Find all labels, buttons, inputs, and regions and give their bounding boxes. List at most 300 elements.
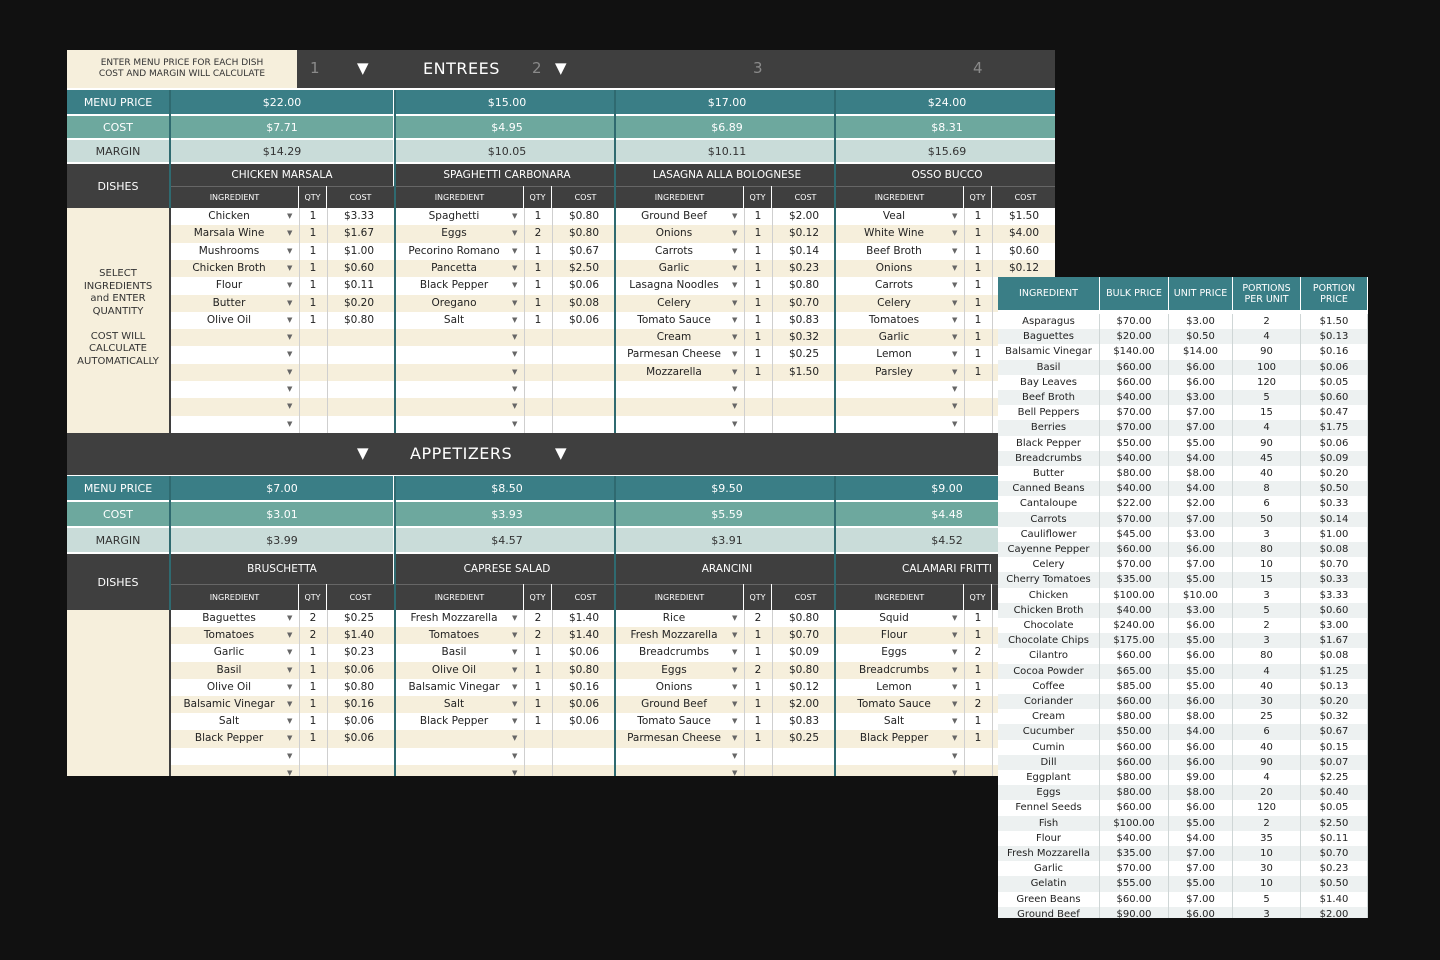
entrees-dropdown-arrow-icon[interactable]: ▼ <box>732 246 738 255</box>
entrees-qty-input[interactable]: 1 <box>754 296 762 309</box>
entrees-qty-input[interactable]: 1 <box>754 261 762 274</box>
section-dropdown-right-icon[interactable]: ▼ <box>555 444 567 462</box>
entrees-ingredient-select[interactable]: Eggs <box>441 227 467 240</box>
appetizers-dropdown-arrow-icon[interactable]: ▼ <box>732 631 738 640</box>
entrees-dropdown-arrow-icon[interactable]: ▼ <box>512 385 518 393</box>
appetizers-dropdown-arrow-icon[interactable]: ▼ <box>952 665 958 674</box>
appetizers-ingredient-select[interactable]: Eggs <box>661 663 687 676</box>
entrees-qty-input[interactable]: 1 <box>974 365 982 378</box>
appetizers-dropdown-arrow-icon[interactable]: ▼ <box>512 751 518 760</box>
entrees-ingredient-select[interactable] <box>396 364 512 381</box>
entrees-qty-input[interactable]: 1 <box>754 244 762 257</box>
appetizers-dropdown-arrow-icon[interactable]: ▼ <box>512 700 518 708</box>
entrees-qty-input[interactable]: 1 <box>974 261 982 274</box>
appetizers-dropdown-arrow-icon[interactable]: ▼ <box>732 751 738 760</box>
entrees-ingredient-select[interactable]: Chicken <box>208 210 250 222</box>
entrees-qty-input[interactable]: 1 <box>754 331 762 344</box>
entrees-qty-input[interactable]: 1 <box>974 227 982 240</box>
entrees-qty-input[interactable]: 1 <box>534 279 542 292</box>
column-divider <box>327 208 328 433</box>
entrees-qty-input[interactable] <box>299 416 327 433</box>
appetizers-ingredient-select[interactable]: Onions <box>655 680 693 693</box>
appetizers-qty-input[interactable]: 1 <box>534 715 542 728</box>
entrees-dropdown-arrow-icon[interactable]: ▼ <box>732 263 738 272</box>
price-list-cell: 3 <box>1233 907 1301 918</box>
entrees-qty-input[interactable] <box>299 398 327 415</box>
appetizers-dropdown-arrow-icon[interactable]: ▼ <box>512 768 518 776</box>
entrees-qty-input[interactable]: 1 <box>754 365 762 378</box>
entrees-dropdown-arrow-icon[interactable]: ▼ <box>287 419 293 428</box>
appetizers-qty-input[interactable]: 2 <box>309 612 317 624</box>
entrees-dropdown-arrow-icon[interactable]: ▼ <box>512 298 518 307</box>
appetizers-ingredient-select[interactable]: Baguettes <box>202 612 256 624</box>
appetizers-dropdown-arrow-icon[interactable]: ▼ <box>512 614 518 622</box>
appetizers-dropdown-arrow-icon[interactable]: ▼ <box>732 717 738 726</box>
appetizers-qty-input[interactable]: 1 <box>754 715 762 728</box>
entrees-ingredient-select[interactable]: Butter <box>212 296 246 309</box>
price-list-cell: Chicken <box>998 588 1100 603</box>
entrees-qty-input[interactable]: 1 <box>754 279 762 292</box>
appetizers-ingredient-select[interactable] <box>396 765 512 776</box>
appetizers-qty-input[interactable]: 1 <box>974 680 982 693</box>
appetizers-dropdown-arrow-icon[interactable]: ▼ <box>952 648 958 657</box>
entrees-dropdown-arrow-icon[interactable]: ▼ <box>732 333 738 342</box>
appetizers-dropdown-arrow-icon[interactable]: ▼ <box>732 768 738 776</box>
appetizers-qty-input[interactable]: 2 <box>974 646 982 659</box>
entrees-qty-input[interactable]: 2 <box>534 227 542 240</box>
appetizers-dropdown-arrow-icon[interactable]: ▼ <box>287 734 293 743</box>
appetizers-qty-input[interactable]: 2 <box>534 629 542 642</box>
entrees-qty-input[interactable] <box>964 416 992 433</box>
appetizers-ingredient-select[interactable]: Parmesan Cheese <box>627 732 721 745</box>
entrees-dropdown-arrow-icon[interactable]: ▼ <box>287 350 293 359</box>
appetizers-ingredient-select[interactable]: Breadcrumbs <box>859 663 929 676</box>
appetizers-qty-input[interactable]: 1 <box>974 715 982 728</box>
entrees-qty-input[interactable]: 1 <box>754 348 762 361</box>
entrees-ingredient-select[interactable]: Olive Oil <box>206 313 252 326</box>
appetizers-qty-input[interactable]: 2 <box>309 629 317 642</box>
appetizers-qty-input[interactable]: 2 <box>974 698 982 710</box>
entrees-qty-input[interactable]: 1 <box>974 210 982 222</box>
appetizers-qty-input[interactable]: 1 <box>754 646 762 659</box>
entrees-ingredient-select[interactable]: Black Pepper <box>419 279 489 292</box>
entrees-ingredient-select[interactable] <box>171 346 287 363</box>
entrees-ingredient-select[interactable]: Spaghetti <box>428 210 480 222</box>
price-list-cell: 4 <box>1233 664 1301 679</box>
entrees-ingredient-select[interactable]: Parmesan Cheese <box>627 348 721 361</box>
appetizers-dropdown-arrow-icon[interactable]: ▼ <box>287 648 293 657</box>
appetizers-ingredient-select[interactable]: Balsamic Vinegar <box>183 698 275 710</box>
appetizers-qty-input[interactable]: 1 <box>534 698 542 710</box>
appetizers-dropdown-arrow-icon[interactable]: ▼ <box>952 631 958 640</box>
entrees-ingredient-select[interactable] <box>396 346 512 363</box>
entrees-qty-input[interactable]: 1 <box>974 244 982 257</box>
appetizers-qty-input[interactable]: 1 <box>754 732 762 745</box>
appetizers-qty-input[interactable]: 1 <box>754 698 762 710</box>
entrees-dropdown-arrow-icon[interactable]: ▼ <box>952 385 958 393</box>
appetizers-ingredient-select[interactable]: Olive Oil <box>206 680 252 693</box>
entrees-ingredient-select[interactable] <box>396 381 512 398</box>
appetizers-dropdown-arrow-icon[interactable]: ▼ <box>287 700 293 708</box>
appetizers-qty-input[interactable]: 1 <box>974 629 982 642</box>
appetizers-qty-input[interactable] <box>524 748 552 765</box>
appetizers-dropdown-arrow-icon[interactable]: ▼ <box>732 682 738 691</box>
entrees-dropdown-arrow-icon[interactable]: ▼ <box>512 402 518 411</box>
entrees-ingredient-select[interactable]: Mushrooms <box>198 244 260 257</box>
entrees-ingredient-select[interactable]: Lemon <box>876 348 912 361</box>
entrees-dropdown-arrow-icon[interactable]: ▼ <box>512 367 518 376</box>
appetizers-dropdown-arrow-icon[interactable]: ▼ <box>512 734 518 743</box>
entrees-qty-input[interactable]: 1 <box>974 296 982 309</box>
appetizers-dropdown-arrow-icon[interactable]: ▼ <box>287 768 293 776</box>
entrees-dropdown-arrow-icon[interactable]: ▼ <box>512 350 518 359</box>
entrees-dropdown-arrow-icon[interactable]: ▼ <box>952 315 958 324</box>
appetizers-dropdown-arrow-icon[interactable]: ▼ <box>952 751 958 760</box>
appetizers-ingredient-select[interactable]: Tomatoes <box>203 629 255 642</box>
entrees-dropdown-arrow-icon[interactable]: ▼ <box>732 350 738 359</box>
appetizers-ingredient-select[interactable]: Tomatoes <box>428 629 480 642</box>
entrees-ingredient-select[interactable] <box>836 398 952 415</box>
appetizers-qty-input[interactable] <box>744 765 772 776</box>
entrees-qty-input[interactable]: 1 <box>534 296 542 309</box>
entrees-ingredient-select[interactable]: Veal <box>882 210 906 222</box>
appetizers-qty-input[interactable]: 1 <box>974 612 982 624</box>
appetizers-ingredient-select[interactable]: Garlic <box>213 646 245 659</box>
side-instruction-line-7: CALCULATE <box>89 343 147 354</box>
entrees-qty-input[interactable]: 1 <box>754 210 762 222</box>
entrees-qty-input[interactable] <box>299 381 327 398</box>
entrees-ingredient-select[interactable]: Lasagna Noodles <box>629 279 719 292</box>
entrees-ingredient-select[interactable] <box>171 416 287 433</box>
appetizers-ingredient-select[interactable]: Flour <box>880 629 908 642</box>
entrees-qty-input[interactable] <box>524 329 552 346</box>
entrees-ingredient-select[interactable] <box>396 416 512 433</box>
appetizers-ingredient-select[interactable]: Black Pepper <box>194 732 264 745</box>
appetizers-cost-value <box>552 748 616 765</box>
entrees-dropdown-arrow-icon[interactable]: ▼ <box>732 367 738 376</box>
appetizers-ingredient-select[interactable]: Lemon <box>876 680 912 693</box>
entrees-ingredient-select[interactable] <box>616 416 732 433</box>
appetizers-ingredient-select[interactable]: Ground Beef <box>641 698 707 710</box>
appetizers-ingredient-select[interactable]: Black Pepper <box>419 715 489 728</box>
section-dropdown-left-icon[interactable]: ▼ <box>357 444 369 462</box>
appetizers-ingredient-select[interactable] <box>396 748 512 765</box>
appetizers-qty-input[interactable]: 1 <box>974 663 982 676</box>
appetizers-qty-input[interactable]: 2 <box>754 612 762 624</box>
entrees-dropdown-arrow-icon[interactable]: ▼ <box>732 419 738 428</box>
appetizers-dropdown-arrow-icon[interactable]: ▼ <box>287 614 293 622</box>
price-list-cell: $80.00 <box>1100 709 1169 724</box>
appetizers-ingredient-select[interactable]: Salt <box>218 715 240 728</box>
appetizers-qty-input[interactable] <box>744 748 772 765</box>
appetizers-dropdown-arrow-icon[interactable]: ▼ <box>512 682 518 691</box>
appetizers-dropdown-arrow-icon[interactable]: ▼ <box>287 665 293 674</box>
entrees-qty-input[interactable] <box>524 398 552 415</box>
entrees-qty-input[interactable]: 1 <box>754 313 762 326</box>
entrees-ingredient-select[interactable]: White Wine <box>863 227 925 240</box>
entrees-qty-input[interactable] <box>744 381 772 398</box>
appetizers-ingredient-select[interactable] <box>396 730 512 747</box>
appetizers-qty-input[interactable]: 1 <box>754 629 762 642</box>
appetizers-dropdown-arrow-icon[interactable]: ▼ <box>732 648 738 657</box>
price-list-cell: 2 <box>1233 314 1301 329</box>
appetizers-qty-input[interactable] <box>964 748 992 765</box>
appetizers-dropdown-arrow-icon[interactable]: ▼ <box>287 682 293 691</box>
entrees-ingredient-select[interactable]: Carrots <box>875 279 913 292</box>
entrees-dropdown-arrow-icon[interactable]: ▼ <box>287 385 293 393</box>
entrees-dropdown-arrow-icon[interactable]: ▼ <box>952 333 958 342</box>
entrees-dropdown-arrow-icon[interactable]: ▼ <box>512 419 518 428</box>
entrees-qty-input[interactable]: 1 <box>754 227 762 240</box>
entrees-qty-input[interactable] <box>744 398 772 415</box>
price-list-row <box>998 572 1368 587</box>
appetizers-dropdown-arrow-icon[interactable]: ▼ <box>287 631 293 640</box>
appetizers-dropdown-arrow-icon[interactable]: ▼ <box>512 665 518 674</box>
entrees-dropdown-arrow-icon[interactable]: ▼ <box>952 229 958 238</box>
entrees-qty-input[interactable]: 1 <box>974 279 982 292</box>
entrees-ingredient-select[interactable] <box>396 329 512 346</box>
entrees-dropdown-arrow-icon[interactable]: ▼ <box>732 402 738 411</box>
appetizers-qty-input[interactable] <box>299 748 327 765</box>
entrees-ingredient-select[interactable]: Pancetta <box>431 261 477 274</box>
appetizers-qty-input[interactable]: 1 <box>534 646 542 659</box>
entrees-qty-input[interactable]: 1 <box>309 210 317 222</box>
entrees-menu-price-1[interactable]: $22.00 <box>171 90 393 114</box>
entrees-ingredient-select[interactable] <box>616 398 732 415</box>
appetizers-ingredient-select[interactable]: Salt <box>883 715 905 728</box>
entrees-ingredient-select[interactable]: Oregano <box>431 296 477 309</box>
entrees-ingredient-row <box>171 416 395 433</box>
appetizers-dropdown-arrow-icon[interactable]: ▼ <box>287 717 293 726</box>
entrees-dropdown-arrow-icon[interactable]: ▼ <box>287 315 293 324</box>
entrees-qty-input[interactable] <box>299 346 327 363</box>
appetizers-qty-input[interactable]: 2 <box>534 612 542 624</box>
appetizers-qty-input[interactable]: 1 <box>534 663 542 676</box>
entrees-ingredient-select[interactable] <box>836 416 952 433</box>
entrees-dropdown-arrow-icon[interactable]: ▼ <box>732 212 738 220</box>
entrees-ingredient-select[interactable] <box>616 381 732 398</box>
appetizers-qty-input[interactable]: 1 <box>309 715 317 728</box>
appetizers-dropdown-arrow-icon[interactable]: ▼ <box>287 751 293 760</box>
entrees-qty-input[interactable] <box>299 329 327 346</box>
entrees-ingredient-select[interactable] <box>396 398 512 415</box>
appetizers-dropdown-arrow-icon[interactable]: ▼ <box>732 614 738 622</box>
entrees-qty-input[interactable] <box>744 416 772 433</box>
appetizers-ingredient-select[interactable] <box>616 765 732 776</box>
entrees-qty-input[interactable]: 1 <box>534 261 542 274</box>
entrees-qty-input[interactable]: 1 <box>309 279 317 292</box>
entrees-qty-input[interactable]: 1 <box>534 244 542 257</box>
entrees-dropdown-arrow-icon[interactable]: ▼ <box>287 263 293 272</box>
appetizers-dropdown-arrow-icon[interactable]: ▼ <box>732 700 738 708</box>
entrees-dropdown-arrow-icon[interactable]: ▼ <box>287 229 293 238</box>
appetizers-ingredient-select[interactable]: Tomato Sauce <box>857 698 931 710</box>
entrees-qty-input[interactable] <box>524 364 552 381</box>
entrees-ingredient-select[interactable]: Salt <box>443 313 465 326</box>
entrees-qty-input[interactable]: 1 <box>309 296 317 309</box>
entrees-ingredient-select[interactable]: Cream <box>656 331 692 344</box>
appetizers-dropdown-arrow-icon[interactable]: ▼ <box>732 665 738 674</box>
appetizers-dropdown-arrow-icon[interactable]: ▼ <box>952 768 958 776</box>
entrees-dropdown-arrow-icon[interactable]: ▼ <box>287 281 293 290</box>
entrees-dropdown-arrow-icon[interactable]: ▼ <box>287 367 293 376</box>
entrees-ingredient-select[interactable]: Parsley <box>875 365 913 378</box>
entrees-dropdown-arrow-icon[interactable]: ▼ <box>732 298 738 307</box>
entrees-menu-price-2[interactable]: $15.00 <box>396 90 618 114</box>
appetizers-qty-input[interactable] <box>524 730 552 747</box>
entrees-dropdown-arrow-icon[interactable]: ▼ <box>952 367 958 376</box>
entrees-qty-input[interactable] <box>299 364 327 381</box>
entrees-dropdown-arrow-icon[interactable]: ▼ <box>512 212 518 220</box>
entrees-menu-price-3[interactable]: $17.00 <box>616 90 838 114</box>
entrees-ingredient-select[interactable]: Pecorino Romano <box>408 244 500 257</box>
entrees-dropdown-arrow-icon[interactable]: ▼ <box>952 246 958 255</box>
entrees-dropdown-arrow-icon[interactable]: ▼ <box>512 263 518 272</box>
entrees-ingredient-select[interactable] <box>171 398 287 415</box>
appetizers-qty-input[interactable] <box>964 765 992 776</box>
appetizers-qty-input[interactable] <box>524 765 552 776</box>
entrees-qty-input[interactable]: 1 <box>974 313 982 326</box>
appetizers-dropdown-arrow-icon[interactable]: ▼ <box>952 614 958 622</box>
appetizers-dropdown-arrow-icon[interactable]: ▼ <box>952 700 958 708</box>
appetizers-qty-input[interactable]: 1 <box>309 680 317 693</box>
appetizers-dropdown-arrow-icon[interactable]: ▼ <box>512 631 518 640</box>
entrees-qty-input[interactable]: 1 <box>974 331 982 344</box>
entrees-qty-input[interactable]: 1 <box>534 210 542 222</box>
entrees-qty-input[interactable] <box>964 398 992 415</box>
appetizers-menu-price-2[interactable]: $8.50 <box>396 476 618 500</box>
entrees-qty-input[interactable] <box>524 381 552 398</box>
entrees-ingredient-select[interactable]: Garlic <box>878 331 910 344</box>
entrees-qty-input[interactable] <box>524 416 552 433</box>
entrees-qty-input[interactable]: 1 <box>309 313 317 326</box>
entrees-ingredient-select[interactable] <box>171 329 287 346</box>
appetizers-dropdown-arrow-icon[interactable]: ▼ <box>952 682 958 691</box>
entrees-qty-input[interactable]: 1 <box>309 261 317 274</box>
entrees-ingredient-select[interactable] <box>171 364 287 381</box>
entrees-ingredient-select[interactable] <box>171 381 287 398</box>
entrees-dropdown-arrow-icon[interactable]: ▼ <box>952 350 958 359</box>
entrees-qty-input[interactable]: 1 <box>309 227 317 240</box>
section-dropdown-left-icon[interactable]: ▼ <box>357 59 369 77</box>
appetizers-ingredient-select[interactable] <box>171 765 287 776</box>
appetizers-dropdown-arrow-icon[interactable]: ▼ <box>732 734 738 743</box>
entrees-ingredient-select[interactable]: Marsala Wine <box>193 227 265 240</box>
entrees-dropdown-arrow-icon[interactable]: ▼ <box>952 298 958 307</box>
entrees-qty-input[interactable]: 1 <box>974 348 982 361</box>
appetizers-qty-input[interactable]: 1 <box>754 680 762 693</box>
entrees-ingredient-select[interactable]: Tomato Sauce <box>637 313 711 326</box>
entrees-dropdown-arrow-icon[interactable]: ▼ <box>952 212 958 220</box>
appetizers-ingredient-select[interactable] <box>171 748 287 765</box>
appetizers-dropdown-arrow-icon[interactable]: ▼ <box>952 717 958 726</box>
price-list-cell: Dill <box>998 755 1100 770</box>
appetizers-ingredient-select[interactable]: Fresh Mozzarella <box>410 612 498 624</box>
entrees-dropdown-arrow-icon[interactable]: ▼ <box>732 315 738 324</box>
entrees-dropdown-arrow-icon[interactable]: ▼ <box>952 402 958 411</box>
appetizers-qty-input[interactable]: 1 <box>309 646 317 659</box>
entrees-ingredient-select[interactable] <box>836 381 952 398</box>
appetizers-ingredient-select[interactable] <box>836 748 952 765</box>
appetizers-ingredient-select[interactable] <box>836 765 952 776</box>
entrees-ingredient-select[interactable]: Garlic <box>658 261 690 274</box>
appetizers-ingredient-select[interactable]: Basil <box>216 663 242 676</box>
entrees-menu-price-4[interactable]: $24.00 <box>836 90 1055 114</box>
appetizers-menu-price-3[interactable]: $9.50 <box>616 476 838 500</box>
appetizers-ingredient-select[interactable]: Eggs <box>881 646 907 659</box>
entrees-dropdown-arrow-icon[interactable]: ▼ <box>952 419 958 428</box>
section-dropdown-right-icon[interactable]: ▼ <box>555 59 567 77</box>
entrees-dropdown-arrow-icon[interactable]: ▼ <box>512 229 518 238</box>
entrees-dropdown-arrow-icon[interactable]: ▼ <box>287 212 293 220</box>
entrees-cost-value: $0.60 <box>1008 244 1040 257</box>
appetizers-qty-input[interactable]: 1 <box>974 732 982 745</box>
entrees-dropdown-arrow-icon[interactable]: ▼ <box>287 246 293 255</box>
appetizers-qty-input[interactable]: 1 <box>309 698 317 710</box>
entrees-ingredient-select[interactable]: Chicken Broth <box>192 261 266 274</box>
entrees-dropdown-arrow-icon[interactable]: ▼ <box>512 281 518 290</box>
entrees-ingredient-select[interactable]: Carrots <box>655 244 693 257</box>
entrees-qty-input[interactable] <box>524 346 552 363</box>
appetizers-ingredient-select[interactable]: Fresh Mozzarella <box>630 629 718 642</box>
appetizers-ingredient-select[interactable]: Olive Oil <box>431 663 477 676</box>
appetizers-ingredient-select[interactable] <box>616 748 732 765</box>
entrees-dropdown-arrow-icon[interactable]: ▼ <box>512 315 518 324</box>
appetizers-ingredient-select[interactable]: Squid <box>879 612 909 624</box>
appetizers-dropdown-arrow-icon[interactable]: ▼ <box>512 717 518 726</box>
appetizers-ingredient-select[interactable]: Salt <box>443 698 465 710</box>
entrees-ingredient-select[interactable]: Onions <box>875 261 913 274</box>
appetizers-menu-price-1[interactable]: $7.00 <box>171 476 393 500</box>
entrees-dropdown-arrow-icon[interactable]: ▼ <box>287 298 293 307</box>
entrees-dropdown-arrow-icon[interactable]: ▼ <box>512 333 518 342</box>
entrees-qty-input[interactable] <box>964 381 992 398</box>
entrees-dropdown-arrow-icon[interactable]: ▼ <box>512 246 518 255</box>
entrees-dropdown-arrow-icon[interactable]: ▼ <box>952 281 958 290</box>
entrees-ingredient-select[interactable]: Onions <box>655 227 693 240</box>
entrees-qty-input[interactable]: 1 <box>309 244 317 257</box>
appetizers-ingredient-select[interactable]: Balsamic Vinegar <box>408 680 500 693</box>
entrees-dropdown-arrow-icon[interactable]: ▼ <box>952 263 958 272</box>
entrees-ingredient-select[interactable]: Celery <box>657 296 691 309</box>
appetizers-dropdown-arrow-icon[interactable]: ▼ <box>952 734 958 743</box>
appetizers-qty-input[interactable]: 1 <box>309 663 317 676</box>
appetizers-ingredient-select[interactable]: Black Pepper <box>859 732 929 745</box>
appetizers-ingredient-select[interactable]: Rice <box>662 612 686 624</box>
entrees-ingredient-select[interactable]: Mozzarella <box>646 365 702 378</box>
entrees-ingredient-select[interactable]: Flour <box>215 279 243 292</box>
entrees-dropdown-arrow-icon[interactable]: ▼ <box>732 229 738 238</box>
entrees-ingredient-select[interactable]: Celery <box>877 296 911 309</box>
appetizers-qty-input[interactable] <box>299 765 327 776</box>
appetizers-ingredient-select[interactable]: Basil <box>441 646 467 659</box>
appetizers-ingredient-select[interactable]: Breadcrumbs <box>639 646 709 659</box>
appetizers-qty-input[interactable]: 1 <box>534 680 542 693</box>
entrees-ingredient-select[interactable]: Beef Broth <box>866 244 922 257</box>
appetizers-dropdown-arrow-icon[interactable]: ▼ <box>512 648 518 657</box>
appetizers-qty-input[interactable]: 1 <box>309 732 317 745</box>
entrees-dropdown-arrow-icon[interactable]: ▼ <box>287 333 293 342</box>
appetizers-menu-price-4[interactable]: $9.00 <box>836 476 1055 500</box>
entrees-dropdown-arrow-icon[interactable]: ▼ <box>732 281 738 290</box>
entrees-dropdown-arrow-icon[interactable]: ▼ <box>732 385 738 393</box>
entrees-dropdown-arrow-icon[interactable]: ▼ <box>287 402 293 411</box>
entrees-qty-input[interactable]: 1 <box>534 313 542 326</box>
appetizers-ingredient-select[interactable]: Tomato Sauce <box>637 715 711 728</box>
entrees-ingredient-select[interactable]: Ground Beef <box>641 210 707 222</box>
entrees-ingredient-select[interactable]: Tomatoes <box>868 313 920 326</box>
appetizers-qty-input[interactable]: 2 <box>754 663 762 676</box>
